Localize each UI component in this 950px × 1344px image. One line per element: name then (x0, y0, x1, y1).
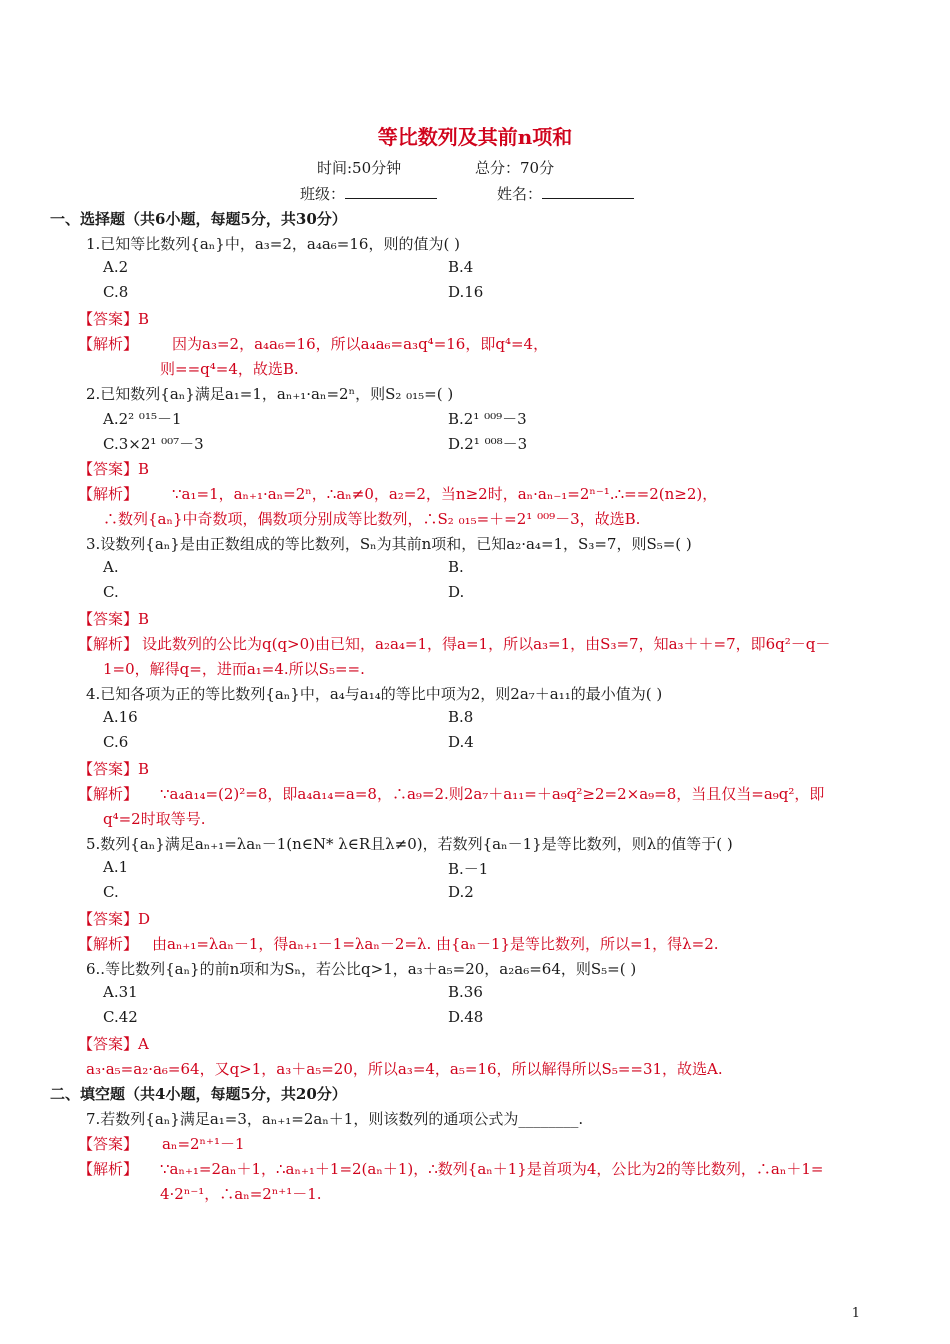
name-blank (542, 184, 634, 199)
answer-row (78, 458, 149, 479)
option: C. (103, 883, 119, 901)
analysis-line: 设此数列的公比为q(q>0)由已知，a₂a₄=1，得a=1，所以a₃=1，由S₃=7，知a₃＋＋=7，即6q²－q－ (142, 635, 831, 653)
option: B.8 (448, 708, 474, 726)
analysis-line: a₃·a₅=a₂·a₆=64，又q>1，a₃＋a₅=20，所以a₃=4，a₅=16，所以解得所以S₅==31，故选A. (86, 1060, 723, 1078)
analysis-label: 【解析】 (78, 785, 139, 803)
answer-row (78, 308, 149, 329)
analysis-line: ∴数列{aₙ}中奇数项，偶数项分别成等比数列，∴S₂ ₀₁₅=＋=2¹ ⁰⁰⁹－3，故选B. (103, 510, 641, 528)
option: B.4 (448, 258, 474, 276)
answer-label: 【答案】 (78, 610, 139, 628)
answer-value: B (138, 610, 150, 628)
section-fill: 二、填空题（共4小题，每题5分，共20分） (50, 1085, 347, 1103)
option: A.31 (103, 983, 138, 1001)
option: A.2² ⁰¹⁵－1 (103, 410, 182, 428)
answer-value: aₙ=2ⁿ⁺¹－1 (162, 1135, 245, 1153)
answer-row (78, 758, 149, 779)
option: D.2 (448, 883, 474, 901)
question-stem: 6..等比数列{aₙ}的前n项和为Sₙ，若公比q>1，a₃＋a₅=20，a₂a₆=64，则S₅=( ) (86, 960, 637, 978)
option: B.36 (448, 983, 483, 1001)
option: B.2¹ ⁰⁰⁹－3 (448, 410, 527, 428)
exam-total-score: 总分：70分 (475, 159, 555, 177)
question-stem: 1.已知等比数列{aₙ}中，a₃=2，a₄a₆=16，则的值为( ) (86, 235, 460, 253)
exam-time: 时间:50分钟 (317, 159, 402, 177)
question-stem: 2.已知数列{aₙ}满足a₁=1，aₙ₊₁·aₙ=2ⁿ，则S₂ ₀₁₅=( ) (86, 385, 454, 403)
option: B.－1 (448, 860, 489, 878)
option: D.2¹ ⁰⁰⁸－3 (448, 435, 528, 453)
page-number: 1 (851, 1306, 860, 1321)
question-stem: 5.数列{aₙ}满足aₙ₊₁=λaₙ－1(n∈N* λ∈R且λ≠0)，若数列{aₙ－1}是等比数列，则λ的值等于( ) (86, 835, 733, 853)
option: D. (448, 583, 465, 601)
question-stem: 7.若数列{aₙ}满足a₁=3，aₙ₊₁=2aₙ＋1，则该数列的通项公式为________. (86, 1110, 584, 1128)
answer-label: 【答案】 (78, 1035, 139, 1053)
answer-row (78, 608, 149, 629)
section-choice: 一、选择题（共6小题，每题5分，共30分） (50, 210, 347, 228)
answer-row (78, 908, 150, 929)
answer-row (78, 1033, 149, 1054)
answer-value: B (138, 460, 150, 478)
answer-row (78, 1133, 245, 1154)
analysis-label: 【解析】 (78, 635, 139, 653)
question-stem: 3.设数列{aₙ}是由正数组成的等比数列，Sₙ为其前n项和，已知a₂·a₄=1，S₃=7，则S₅=( ) (86, 535, 692, 553)
analysis-line: ∵aₙ₊₁=2aₙ＋1，∴aₙ₊₁＋1=2(aₙ＋1)，∴数列{aₙ＋1}是首项为4，公比为2的等比数列，∴aₙ＋1= (160, 1160, 824, 1178)
answer-value: A (138, 1035, 149, 1053)
question-stem: 4.已知各项为正的等比数列{aₙ}中，a₄与a₁₄的等比中项为2，则2a₇＋a₁₁的最小值为( ) (86, 685, 663, 703)
class-blank (345, 184, 437, 199)
answer-label: 【答案】 (78, 1135, 139, 1153)
option: C.6 (103, 733, 129, 751)
answer-label: 【答案】 (78, 760, 139, 778)
analysis-label: 【解析】 (78, 485, 139, 503)
class-label: 班级： (300, 185, 346, 203)
option: A.2 (103, 258, 129, 276)
analysis-line: q⁴=2时取等号. (103, 810, 206, 828)
analysis-line: ∵a₄a₁₄=(2)²=8，即a₄a₁₄=a=8，∴a₉=2.则2a₇＋a₁₁=＋a₉q²≥2=2×a₉=8，当且仅当=a₉q²，即 (160, 785, 825, 803)
answer-value: D (138, 910, 151, 928)
answer-label: 【答案】 (78, 910, 139, 928)
option: D.48 (448, 1008, 484, 1026)
analysis-label: 【解析】 (78, 935, 139, 953)
analysis-line: ∵a₁=1，aₙ₊₁·aₙ=2ⁿ，∴aₙ≠0，a₂=2，当n≥2时，aₙ·aₙ₋₁=2ⁿ⁻¹.∴==2(n≥2)， (172, 485, 718, 503)
option: C.8 (103, 283, 129, 301)
answer-value: B (138, 310, 150, 328)
name-field (497, 183, 634, 204)
option: D.4 (448, 733, 474, 751)
option: A. (103, 558, 119, 576)
analysis-line: 4·2ⁿ⁻¹，∴aₙ=2ⁿ⁺¹－1. (160, 1185, 322, 1203)
answer-value: B (138, 760, 150, 778)
option: A.1 (103, 858, 129, 876)
analysis-line: 1=0，解得q=，进而a₁=4.所以S₅==. (103, 660, 365, 678)
analysis-line: 由aₙ₊₁=λaₙ－1，得aₙ₊₁－1=λaₙ－2=λ. 由{aₙ－1}是等比数列，所以=1，得λ=2. (152, 935, 719, 953)
option: C.42 (103, 1008, 138, 1026)
page-title: 等比数列及其前n项和 (377, 125, 573, 149)
option: C. (103, 583, 119, 601)
option: D.16 (448, 283, 484, 301)
class-field (300, 183, 437, 204)
analysis-label: 【解析】 (78, 335, 139, 353)
name-label: 姓名： (497, 185, 543, 203)
option: A.16 (103, 708, 138, 726)
option: B. (448, 558, 464, 576)
analysis-line: 则==q⁴=4，故选B. (160, 360, 299, 378)
analysis-label: 【解析】 (78, 1160, 139, 1178)
analysis-line: 因为a₃=2，a₄a₆=16，所以a₄a₆=a₃q⁴=16，即q⁴=4， (172, 335, 549, 353)
option: C.3×2¹ ⁰⁰⁷－3 (103, 435, 204, 453)
answer-label: 【答案】 (78, 460, 139, 478)
answer-label: 【答案】 (78, 310, 139, 328)
